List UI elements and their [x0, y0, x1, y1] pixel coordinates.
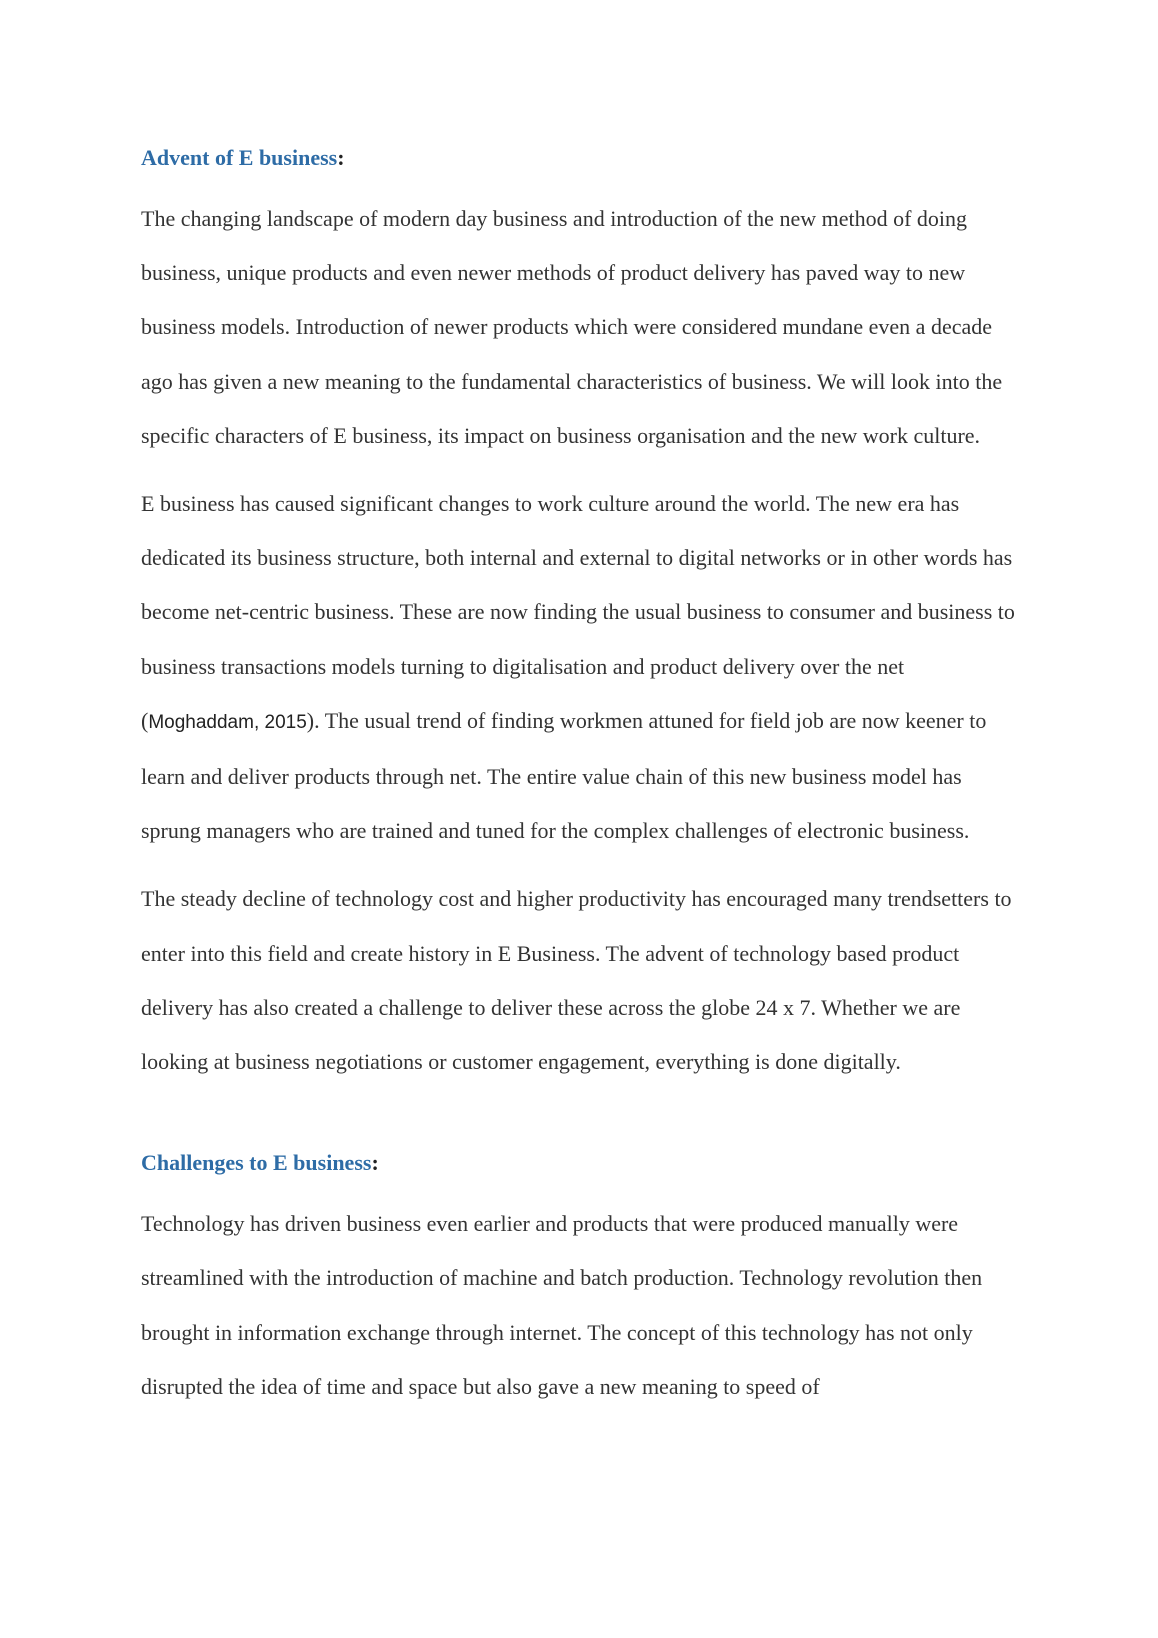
- paragraph: The steady decline of technology cost and higher productivity has encouraged many trendsetters to enter into this field and create history in E Business. The advent of technology based product delivery has also created a challenge to deliver these across the globe 24 x 7. Whether we are looking at business negotiations or customer engagement, everything is done digitally.: [141, 886, 1012, 1075]
- section-spacer: [141, 1103, 1021, 1143]
- document-page: [141, 138, 1021, 1428]
- paragraph-text: E business has caused significant changes to work culture around the world. The new era has dedicated its business structure, both internal and external to digital networks or in other words has become net-centric business. These are now finding the usual business to consumer and business to business transactions models turning to digitalisation and product delivery over the net (: [141, 491, 1015, 733]
- paragraph-with-citation: [141, 477, 1021, 858]
- paragraph-text: ). The usual trend of finding workmen attuned for field job are now keener to learn and deliver products through net. The entire value chain of this new business model has sprung managers who are trained and tuned for the complex challenges of electronic business.: [141, 707, 987, 844]
- heading-text: Advent of E business: [141, 145, 338, 170]
- paragraph: Technology has driven business even earlier and products that were produced manually were streamlined with the introduction of machine and batch production. Technology revolution then brought in information exchange through internet. The concept of this technology has not only disrupted the idea of time and space but also gave a new meaning to speed of: [141, 1211, 983, 1399]
- section-heading-advent: [141, 138, 1021, 178]
- heading-colon: :: [371, 1150, 379, 1176]
- citation: Moghaddam, 2015: [148, 711, 307, 733]
- section-heading-challenges: [141, 1143, 1021, 1183]
- heading-colon: :: [337, 145, 345, 170]
- paragraph: The changing landscape of modern day business and introduction of the new method of doing business, unique products and even newer methods of product delivery has paved way to new business models. Introduction of newer products which were considered mundane even a decade ago has given a new meaning to the fundamental characteristics of business. We will look into the specific characters of E business, its impact on business organisation and the new work culture.: [141, 206, 1003, 448]
- heading-text: Challenges to E business: [141, 1150, 372, 1176]
